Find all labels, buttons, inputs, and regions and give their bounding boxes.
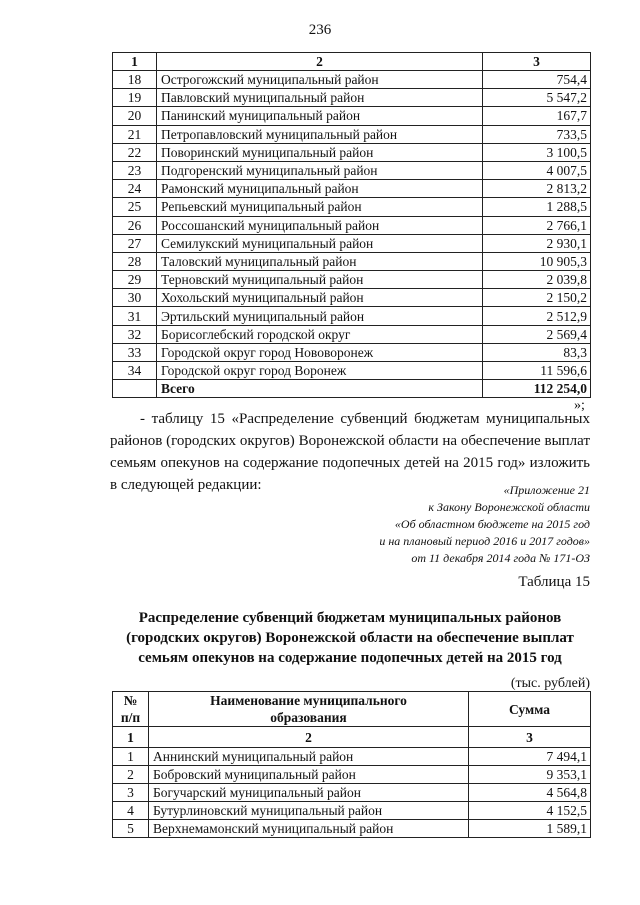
title-line: семьям опекунов на содержание подопечных детей на 2015 год (138, 650, 562, 666)
row-amount: 10 905,3 (483, 252, 591, 270)
row-number: 19 (113, 89, 157, 107)
row-number: 3 (113, 784, 149, 802)
row-name: Хохольский муниципальный район (157, 289, 483, 307)
table-row (113, 198, 591, 216)
row-name: Городской округ город Воронеж (157, 362, 483, 380)
header-name-line1: Наименование муниципального (210, 693, 407, 708)
row-name: Верхнемамонский муниципальный район (149, 820, 469, 838)
table-row (113, 234, 591, 252)
row-number: 1 (113, 748, 149, 766)
row-amount: 5 547,2 (483, 89, 591, 107)
closing-mark: »; (574, 398, 585, 413)
row-amount: 7 494,1 (469, 748, 591, 766)
appendix-line: к Закону Воронежской области (428, 500, 590, 514)
row-amount: 733,5 (483, 125, 591, 143)
row-name: Семилукский муниципальный район (157, 234, 483, 252)
appendix-line: и на плановый период 2016 и 2017 годов» (379, 534, 590, 548)
row-number: 22 (113, 143, 157, 161)
table-row (113, 143, 591, 161)
table-row (113, 89, 591, 107)
row-name: Бутурлиновский муниципальный район (149, 802, 469, 820)
table-row (113, 766, 591, 784)
bottom-table-index-row (113, 727, 591, 748)
row-amount: 2 512,9 (483, 307, 591, 325)
index-cell-3: 3 (469, 727, 591, 748)
table-row (113, 362, 591, 380)
bottom-table-body (113, 748, 591, 838)
row-amount: 1 288,5 (483, 198, 591, 216)
page-number: 236 (308, 22, 332, 38)
row-name: Павловский муниципальный район (157, 89, 483, 107)
row-number: 23 (113, 161, 157, 179)
row-name: Таловский муниципальный район (157, 252, 483, 270)
row-number: 33 (113, 343, 157, 361)
top-table-body (113, 71, 591, 380)
row-amount: 2 766,1 (483, 216, 591, 234)
header-sum: Сумма (469, 692, 591, 727)
table-row (113, 252, 591, 270)
row-number: 20 (113, 107, 157, 125)
row-amount: 2 039,8 (483, 271, 591, 289)
table-title (100, 608, 600, 668)
row-amount: 83,3 (483, 343, 591, 361)
table-row (113, 125, 591, 143)
row-amount: 11 596,6 (483, 362, 591, 380)
row-name: Репьевский муниципальный район (157, 198, 483, 216)
table-row (113, 748, 591, 766)
total-num-cell (113, 380, 157, 398)
table-row (113, 107, 591, 125)
table-row (113, 289, 591, 307)
top-table-header (113, 53, 591, 71)
table-row (113, 71, 591, 89)
row-number: 31 (113, 307, 157, 325)
top-table (112, 52, 591, 398)
row-name: Подгоренский муниципальный район (157, 161, 483, 179)
row-amount: 9 353,1 (469, 766, 591, 784)
table-row (113, 271, 591, 289)
row-amount: 4 564,8 (469, 784, 591, 802)
table-row (113, 307, 591, 325)
row-name: Аннинский муниципальный район (149, 748, 469, 766)
row-number: 29 (113, 271, 157, 289)
row-amount: 754,4 (483, 71, 591, 89)
row-number: 2 (113, 766, 149, 784)
row-name: Острогожский муниципальный район (157, 71, 483, 89)
paragraph-line: районов (городских округов) Воронежской области на обеспечение выплат (110, 433, 590, 449)
row-amount: 4 152,5 (469, 802, 591, 820)
row-number: 25 (113, 198, 157, 216)
index-cell-1: 1 (113, 727, 149, 748)
row-amount: 167,7 (483, 107, 591, 125)
paragraph-line: - таблицу 15 «Распределение субвенций бюджетам муниципальных (140, 411, 590, 427)
title-line: Распределение субвенций бюджетам муниципальных районов (138, 610, 562, 626)
row-name: Поворинский муниципальный район (157, 143, 483, 161)
row-number: 24 (113, 180, 157, 198)
row-number: 18 (113, 71, 157, 89)
row-name: Бобровский муниципальный район (149, 766, 469, 784)
total-label: Всего (157, 380, 483, 398)
table-row (113, 802, 591, 820)
row-amount: 3 100,5 (483, 143, 591, 161)
table-row (113, 325, 591, 343)
column-index-2: 2 (157, 53, 483, 71)
row-name: Рамонский муниципальный район (157, 180, 483, 198)
row-name: Эртильский муниципальный район (157, 307, 483, 325)
top-table-total-row (113, 380, 591, 398)
total-amount: 112 254,0 (483, 380, 591, 398)
table-row (113, 161, 591, 179)
table-row (113, 784, 591, 802)
header-name (149, 692, 469, 727)
row-name: Терновский муниципальный район (157, 271, 483, 289)
row-number: 34 (113, 362, 157, 380)
header-num (113, 692, 149, 727)
table-row (113, 343, 591, 361)
row-number: 4 (113, 802, 149, 820)
title-line: (городских округов) Воронежской области на обеспечение выплат (126, 630, 574, 646)
row-name: Богучарский муниципальный район (149, 784, 469, 802)
row-name: Панинский муниципальный район (157, 107, 483, 125)
appendix-line: «Об областном бюджете на 2015 год (394, 517, 590, 531)
row-amount: 2 569,4 (483, 325, 591, 343)
table-label: Таблица 15 (518, 574, 590, 590)
appendix-line: «Приложение 21 (503, 483, 590, 497)
row-amount: 2 813,2 (483, 180, 591, 198)
row-number: 30 (113, 289, 157, 307)
row-name: Петропавловский муниципальный район (157, 125, 483, 143)
row-amount: 2 150,2 (483, 289, 591, 307)
row-amount: 2 930,1 (483, 234, 591, 252)
column-index-1: 1 (113, 53, 157, 71)
table-row (113, 216, 591, 234)
header-name-line2: образования (270, 710, 347, 725)
row-amount: 4 007,5 (483, 161, 591, 179)
row-name: Борисоглебский городской округ (157, 325, 483, 343)
table-row (113, 820, 591, 838)
row-number: 27 (113, 234, 157, 252)
appendix-line: от 11 декабря 2014 года № 171-ОЗ (411, 551, 590, 565)
header-num-line2: п/п (120, 710, 141, 725)
row-name: Городской округ город Нововоронеж (157, 343, 483, 361)
units-note: (тыс. рублей) (510, 676, 590, 691)
row-number: 21 (113, 125, 157, 143)
paragraph-line: в следующей редакции: (110, 477, 262, 493)
bottom-table (112, 691, 591, 838)
index-cell-2: 2 (149, 727, 469, 748)
row-number: 5 (113, 820, 149, 838)
row-number: 28 (113, 252, 157, 270)
header-num-line1: № (123, 693, 138, 708)
bottom-table-header (113, 692, 591, 727)
row-amount: 1 589,1 (469, 820, 591, 838)
row-number: 26 (113, 216, 157, 234)
row-number: 32 (113, 325, 157, 343)
column-index-3: 3 (483, 53, 591, 71)
table-row (113, 180, 591, 198)
row-name: Россошанский муниципальный район (157, 216, 483, 234)
appendix-note (290, 482, 590, 567)
paragraph-line: семьям опекунов на содержание подопечных детей на 2015 год» изложить (110, 455, 590, 471)
